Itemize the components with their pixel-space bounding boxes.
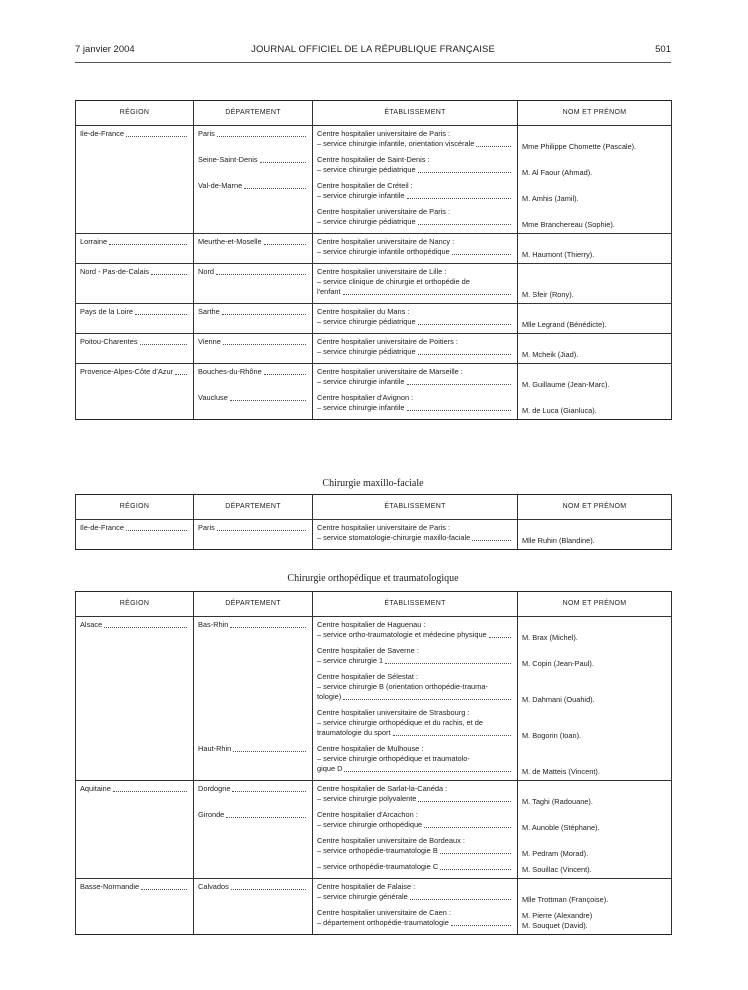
leader-dots: [126, 530, 187, 531]
departement-cell: [194, 234, 313, 264]
header-date: 7 janvier 2004: [75, 44, 135, 55]
col-header-region: RÉGION: [76, 101, 194, 126]
leader-dots: [418, 801, 511, 802]
leader-dots: [244, 188, 306, 189]
etablissement-block: [317, 207, 513, 227]
etablissement-line: – service chirurgie pédiatrique: [317, 317, 513, 327]
etablissement-line: Centre hospitalier universitaire de Paris :: [317, 207, 451, 216]
region-name: Lorraine: [80, 237, 108, 246]
table-header-row: [76, 592, 672, 617]
departement-name: Paris: [198, 129, 308, 139]
etablissement-block: [317, 784, 513, 804]
departement-name: Seine-Saint-Denis: [198, 155, 308, 165]
etablissement-block: [317, 646, 513, 666]
departement-name: Haut-Rhin: [198, 744, 308, 754]
person-name: M. Souquet (David).: [522, 921, 588, 930]
etablissement-block: [317, 181, 513, 201]
leader-dots: [223, 344, 306, 345]
etablissement-line: Centre hospitalier universitaire de Marseille :: [317, 367, 463, 376]
etablissement-line: Centre hospitalier universitaire de Lille :: [317, 267, 447, 276]
region-name: Ile-de-France: [80, 129, 124, 138]
col-header-departement: DÉPARTEMENT: [194, 495, 313, 520]
departement-cell: [194, 879, 313, 935]
etablissement-line: tologie): [317, 692, 513, 702]
person-name: M. Aunoble (Stéphane).: [522, 823, 600, 832]
region-name: Poitou-Charentes: [80, 337, 138, 346]
leader-dots: [489, 637, 511, 638]
table-row: [76, 879, 672, 935]
etablissement-line: – service chirurgie B (orientation orthopédie-trauma-: [317, 682, 488, 691]
table-row: [76, 520, 672, 550]
etablissement-line: Centre hospitalier de Sélestat :: [317, 672, 419, 681]
leader-dots: [472, 540, 511, 541]
leader-dots: [452, 254, 511, 255]
etablissement-line: Centre hospitalier universitaire de Strasbourg :: [317, 708, 470, 717]
leader-dots: [222, 314, 306, 315]
etablissement-line: – service chirurgie infantile orthopédique: [317, 247, 513, 257]
leader-dots: [407, 410, 512, 411]
nom-cell: [518, 617, 672, 781]
etablissement-line: – service chirurgie pédiatrique: [317, 217, 513, 227]
departement-name: Sarthe: [198, 307, 308, 317]
etablissement-line: – service chirurgie infantile: [317, 403, 513, 413]
leader-dots: [407, 384, 512, 385]
etablissement-line: Centre hospitalier de Saint-Denis :: [317, 155, 430, 164]
etablissement-line: Centre hospitalier de Sarlat-la-Canéda :: [317, 784, 448, 793]
departement-name: Meurthe-et-Moselle: [198, 237, 308, 247]
leader-dots: [418, 172, 511, 173]
departement-cell: [194, 781, 313, 879]
col-header-region: RÉGION: [76, 495, 194, 520]
etablissement-block: [317, 129, 513, 149]
departement-cell: [194, 617, 313, 781]
person-name: M. Amhis (Jamil).: [522, 194, 579, 203]
region-name: Provence-Alpes-Côte d'Azur: [80, 367, 174, 376]
person-name: M. Souillac (Vincent).: [522, 865, 592, 874]
etablissement-line: Centre hospitalier universitaire de Paris :: [317, 129, 451, 138]
leader-dots: [407, 198, 512, 199]
nom-cell: [518, 264, 672, 304]
etablissement-block: [317, 337, 513, 357]
etablissement-line: traumatologie du sport: [317, 728, 513, 738]
etablissement-cell: [313, 304, 518, 334]
col-header-departement: DÉPARTEMENT: [194, 101, 313, 126]
departement-cell: [194, 520, 313, 550]
etablissement-line: Centre hospitalier universitaire de Poitiers :: [317, 337, 458, 346]
etablissement-line: – service chirurgie pédiatrique: [317, 347, 513, 357]
leader-dots: [264, 244, 306, 245]
leader-dots: [476, 146, 511, 147]
person-name: M. Al Faour (Ahmad).: [522, 168, 593, 177]
etablissement-block: [317, 908, 513, 928]
leader-dots: [424, 827, 511, 828]
table-chirurgie-orthopedique: [75, 591, 672, 935]
etablissement-cell: [313, 234, 518, 264]
leader-dots: [216, 274, 306, 275]
table-chirurgie-maxillo-faciale: [75, 494, 672, 550]
col-header-nom: NOM ET PRÉNOM: [518, 592, 672, 617]
etablissement-cell: [313, 334, 518, 364]
leader-dots: [451, 925, 511, 926]
leader-dots: [418, 354, 511, 355]
etablissement-cell: [313, 364, 518, 420]
region-cell: [76, 264, 194, 304]
etablissement-block: [317, 523, 513, 543]
etablissement-line: l'enfant: [317, 287, 513, 297]
col-header-etablissement: ÉTABLISSEMENT: [313, 495, 518, 520]
nom-cell: [518, 781, 672, 879]
leader-dots: [418, 324, 511, 325]
person-name: M. Copin (Jean-Paul).: [522, 659, 594, 668]
col-header-etablissement: ÉTABLISSEMENT: [313, 592, 518, 617]
leader-dots: [226, 817, 306, 818]
departement-cell: [194, 334, 313, 364]
etablissement-block: [317, 367, 513, 387]
col-header-region: RÉGION: [76, 592, 194, 617]
leader-dots: [385, 663, 511, 664]
person-name: M. Mcheik (Jiad).: [522, 350, 579, 359]
departement-name: Vienne: [198, 337, 308, 347]
departement-name: Gironde: [198, 810, 308, 820]
etablissement-block: [317, 836, 513, 856]
table-row: [76, 364, 672, 420]
etablissement-line: Centre hospitalier universitaire de Nancy :: [317, 237, 455, 246]
leader-dots: [410, 899, 511, 900]
leader-dots: [260, 162, 306, 163]
departement-name: Calvados: [198, 882, 308, 892]
etablissement-block: [317, 744, 513, 774]
etablissement-block: [317, 307, 513, 327]
leader-dots: [217, 530, 306, 531]
person-name: Mlle Legrand (Bénédicte).: [522, 320, 607, 329]
leader-dots: [109, 244, 187, 245]
etablissement-line: – service chirurgie infantile: [317, 191, 513, 201]
person-name: M. Pedram (Morad).: [522, 849, 589, 858]
etablissement-line: – département orthopédie-traumatologie: [317, 918, 513, 928]
etablissement-cell: [313, 617, 518, 781]
etablissement-line: – service orthopédie-traumatologie B: [317, 846, 513, 856]
person-name: M. Haumont (Thierry).: [522, 250, 595, 259]
person-name: Mme Philippe Chomette (Pascale).: [522, 142, 637, 151]
section-title-maxillo-faciale: Chirurgie maxillo-faciale: [322, 478, 424, 489]
etablissement-line: – service chirurgie pédiatrique: [317, 165, 513, 175]
section-title-orthopedique: Chirurgie orthopédique et traumatologique: [287, 573, 459, 584]
leader-dots: [175, 374, 187, 375]
departement-cell: [194, 304, 313, 334]
departement-name: Bouches-du-Rhône: [198, 367, 308, 377]
etablissement-line: Centre hospitalier de Créteil :: [317, 181, 413, 190]
etablissement-block: [317, 267, 513, 297]
etablissement-cell: [313, 781, 518, 879]
departement-name: Vaucluse: [198, 393, 308, 403]
leader-dots: [140, 344, 187, 345]
person-name: M. Dahmani (Ouahid).: [522, 695, 595, 704]
etablissement-line: – service chirurgie infantile, orientation viscérale: [317, 139, 513, 149]
region-cell: [76, 520, 194, 550]
etablissement-line: Centre hospitalier de Mulhouse :: [317, 744, 424, 753]
etablissement-line: Centre hospitalier d'Arcachon :: [317, 810, 418, 819]
leader-dots: [418, 224, 511, 225]
departement-name: Val-de-Marne: [198, 181, 308, 191]
leader-dots: [217, 136, 306, 137]
etablissement-line: – service chirurgie polyvalente: [317, 794, 513, 804]
departement-name: Dordogne: [198, 784, 308, 794]
departement-name: Nord: [198, 267, 308, 277]
etablissement-line: – service chirurgie infantile: [317, 377, 513, 387]
table-row: [76, 126, 672, 234]
departement-name: Paris: [198, 523, 308, 533]
table-row: [76, 234, 672, 264]
person-name: M. de Luca (Gianluca).: [522, 406, 597, 415]
person-name: M. Pierre (Alexandre): [522, 911, 593, 920]
etablissement-line: – service ortho-traumatologie et médecine physique: [317, 630, 513, 640]
nom-cell: [518, 364, 672, 420]
region-cell: [76, 617, 194, 781]
table-row: [76, 617, 672, 781]
leader-dots: [264, 374, 306, 375]
table-row: [76, 781, 672, 879]
person-name: Mme Branchereau (Sophie).: [522, 220, 615, 229]
leader-dots: [343, 699, 511, 700]
person-name: M. Guillaume (Jean-Marc).: [522, 380, 610, 389]
leader-dots: [126, 136, 187, 137]
nom-cell: [518, 879, 672, 935]
person-name: Mlle Ruhin (Blandine).: [522, 536, 595, 545]
person-name: M. Sfeir (Rony).: [522, 290, 574, 299]
leader-dots: [232, 791, 306, 792]
etablissement-line: Centre hospitalier de Saverne :: [317, 646, 419, 655]
region-cell: [76, 234, 194, 264]
leader-dots: [104, 627, 187, 628]
col-header-nom: NOM ET PRÉNOM: [518, 495, 672, 520]
table-row: [76, 264, 672, 304]
etablissement-line: gique D: [317, 764, 513, 774]
etablissement-line: – service chirurgie orthopédique et traumatolo-: [317, 754, 470, 763]
departement-cell: [194, 126, 313, 234]
nom-cell: [518, 304, 672, 334]
etablissement-line: Centre hospitalier d'Avignon :: [317, 393, 414, 402]
leader-dots: [151, 274, 187, 275]
etablissement-block: [317, 810, 513, 830]
region-cell: [76, 304, 194, 334]
leader-dots: [231, 889, 306, 890]
region-cell: [76, 126, 194, 234]
etablissement-cell: [313, 879, 518, 935]
region-name: Basse-Normandie: [80, 882, 140, 891]
etablissement-line: Centre hospitalier universitaire de Caen :: [317, 908, 451, 917]
region-name: Nord - Pas-de-Calais: [80, 267, 150, 276]
table-chirurgie-infantile: [75, 100, 672, 420]
region-name: Pays de la Loire: [80, 307, 133, 316]
etablissement-block: [317, 708, 513, 738]
etablissement-block: [317, 237, 513, 257]
etablissement-line: – service clinique de chirurgie et orthopédie de: [317, 277, 470, 286]
table-header-row: [76, 495, 672, 520]
etablissement-cell: [313, 126, 518, 234]
person-name: M. de Matteis (Vincent).: [522, 767, 600, 776]
col-header-nom: NOM ET PRÉNOM: [518, 101, 672, 126]
person-name: M. Bogorin (Ioan).: [522, 731, 582, 740]
etablissement-cell: [313, 520, 518, 550]
etablissement-line: Centre hospitalier de Falaise :: [317, 882, 416, 891]
departement-name: Bas-Rhin: [198, 620, 308, 630]
leader-dots: [233, 751, 306, 752]
person-name: M. Brax (Michel).: [522, 633, 578, 642]
region-cell: [76, 781, 194, 879]
leader-dots: [343, 294, 511, 295]
etablissement-line: – service orthopédie-traumatologie C: [317, 862, 513, 872]
etablissement-block: [317, 862, 513, 872]
region-cell: [76, 364, 194, 420]
leader-dots: [113, 791, 187, 792]
region-name: Ile-de-France: [80, 523, 124, 532]
departement-cell: [194, 364, 313, 420]
nom-cell: [518, 126, 672, 234]
etablissement-block: [317, 882, 513, 902]
nom-cell: [518, 234, 672, 264]
table-header-row: [76, 101, 672, 126]
page-header: [75, 44, 671, 58]
leader-dots: [230, 400, 306, 401]
nom-cell: [518, 334, 672, 364]
person-name: M. Taghi (Radouane).: [522, 797, 593, 806]
etablissement-block: [317, 155, 513, 175]
region-name: Aquitaine: [80, 784, 111, 793]
nom-cell: [518, 520, 672, 550]
leader-dots: [135, 314, 187, 315]
departement-cell: [194, 264, 313, 304]
etablissement-block: [317, 393, 513, 413]
table-row: [76, 304, 672, 334]
leader-dots: [440, 853, 511, 854]
etablissement-block: [317, 672, 513, 702]
etablissement-line: – service chirurgie orthopédique: [317, 820, 513, 830]
etablissement-line: – service chirurgie générale: [317, 892, 513, 902]
col-header-departement: DÉPARTEMENT: [194, 592, 313, 617]
header-rule: [75, 62, 671, 63]
person-name: Mlle Trottman (Françoise).: [522, 895, 609, 904]
journal-title: JOURNAL OFFICIEL DE LA RÉPUBLIQUE FRANÇAISE: [251, 44, 495, 55]
leader-dots: [230, 627, 306, 628]
table-row: [76, 334, 672, 364]
region-cell: [76, 334, 194, 364]
etablissement-line: Centre hospitalier de Haguenau :: [317, 620, 426, 629]
etablissement-line: Centre hospitalier du Mans :: [317, 307, 410, 316]
etablissement-line: – service chirurgie orthopédique et du rachis, et de: [317, 718, 483, 727]
etablissement-line: Centre hospitalier universitaire de Bordeaux :: [317, 836, 465, 845]
etablissement-line: Centre hospitalier universitaire de Paris :: [317, 523, 451, 532]
region-name: Alsace: [80, 620, 103, 629]
etablissement-cell: [313, 264, 518, 304]
etablissement-line: – service stomatologie-chirurgie maxillo-faciale: [317, 533, 513, 543]
col-header-etablissement: ÉTABLISSEMENT: [313, 101, 518, 126]
leader-dots: [344, 771, 511, 772]
etablissement-line: – service chirurgie 1: [317, 656, 513, 666]
leader-dots: [440, 869, 511, 870]
etablissement-block: [317, 620, 513, 640]
leader-dots: [393, 735, 511, 736]
page-number: 501: [655, 44, 671, 55]
region-cell: [76, 879, 194, 935]
leader-dots: [141, 889, 187, 890]
